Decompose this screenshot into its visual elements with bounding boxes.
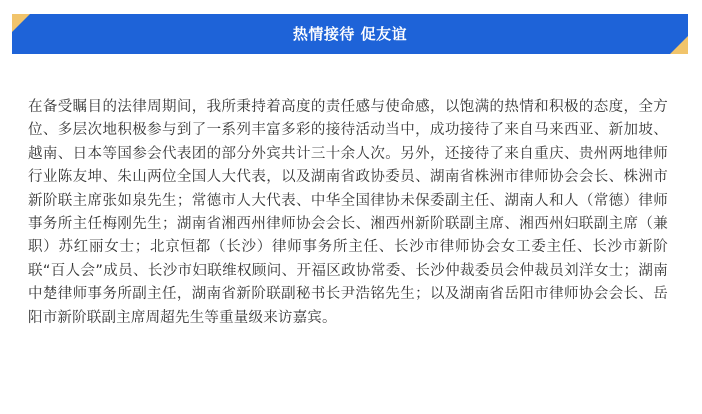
section-title: 热情接待 促友谊 bbox=[292, 25, 408, 43]
section-header-banner bbox=[12, 14, 688, 54]
article-paragraph: 在备受瞩目的法律周期间，我所秉持着高度的责任感与使命感，以饱满的热情和积极的态度，全方位、多层次地积极参与到了一系列丰富多彩的接待活动当中，成功接待了来自马来西亚、新加坡、越南、日本等国参会代表团的部分外宾共计三十余人次。另外，还接待了来自重庆、贵州两地律师行业陈友坤、朱山两位全国人大代表，以及湖南省政协委员、湖南省株洲市律师协会会长、株洲市新阶联主席张如泉先生；常德市人大代表、中华全国律协未保委副主任、湖南人和人（常德）律师事务所主任梅刚先生；湖南省湘西州律师协会会长、湘西州新阶联副主席、湘西州妇联副主席（兼职）苏红丽女士；北京恒都（长沙）律师事务所主任、长沙市律师协会女工委主任、长沙市新阶联“百人会”成员、长沙市妇联维权顾问、开福区政协常委、长沙仲裁委员会仲裁员刘洋女士；湖南中楚律师事务所副主任，湖南省新阶联副秘书长尹浩铭先生；以及湖南省岳阳市律师协会会长、岳阳市新阶联副主席周超先生等重量级来访嘉宾。 bbox=[28, 99, 668, 326]
